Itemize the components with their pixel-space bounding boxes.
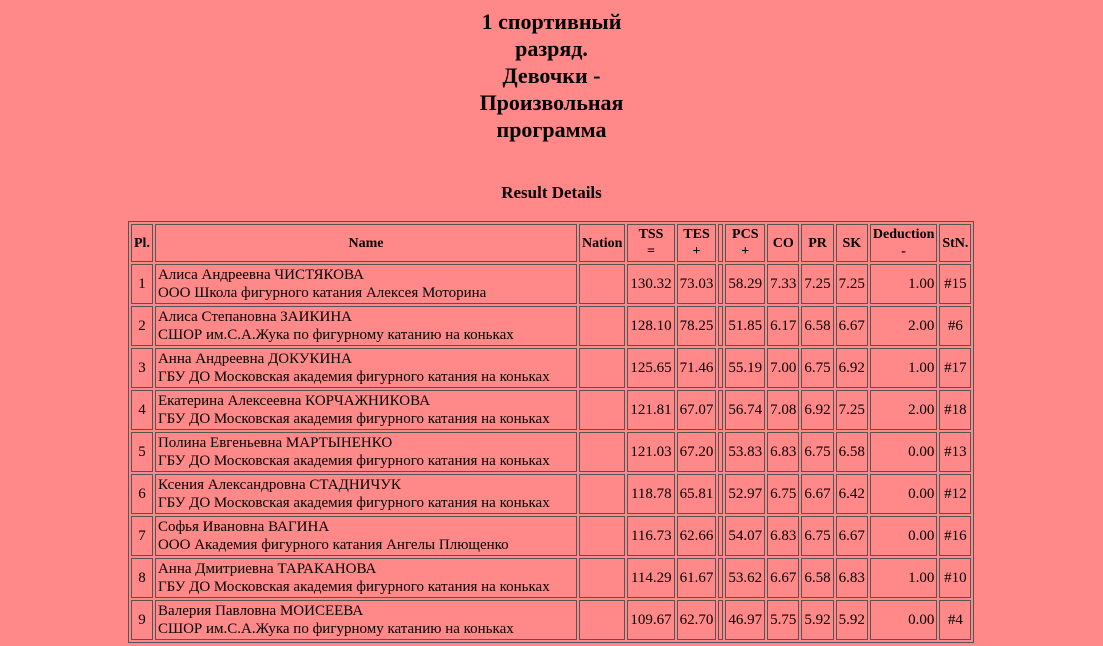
deduction: 2.00 [870, 390, 937, 430]
co: 6.83 [767, 516, 799, 556]
skater-name: Анна Дмитриевна ТАРАКАНОВА [157, 561, 377, 577]
tss: 130.32 [627, 264, 674, 304]
skater [155, 474, 577, 514]
place: 5 [131, 432, 153, 472]
pcs: 51.85 [725, 306, 765, 346]
skater-club: ГБУ ДО Московская академия фигурного катания на коньках [157, 579, 550, 595]
pcs: 54.07 [725, 516, 765, 556]
tss: 109.67 [627, 600, 674, 640]
table-row [131, 306, 971, 346]
col-stn: StN. [939, 224, 971, 262]
table-row [131, 348, 971, 388]
place: 4 [131, 390, 153, 430]
skater-name: Алиса Степановна ЗАИКИНА [157, 309, 352, 325]
title-line: Девочки - [502, 63, 601, 88]
section-subtitle: Result Details [501, 183, 602, 202]
pr: 6.67 [801, 474, 833, 514]
start-number: #4 [939, 600, 971, 640]
empty-cell [718, 600, 723, 640]
nation [579, 516, 625, 556]
tes: 73.03 [677, 264, 717, 304]
nation [579, 306, 625, 346]
deduction: 0.00 [870, 432, 937, 472]
skater [155, 516, 577, 556]
col-tss: TSS = [627, 224, 674, 262]
skater-club: ГБУ ДО Московская академия фигурного катания на коньках [157, 369, 550, 385]
place: 7 [131, 516, 153, 556]
skater-name: Ксения Александровна СТАДНИЧУК [157, 477, 401, 493]
start-number: #16 [939, 516, 971, 556]
col-name: Name [155, 224, 577, 262]
header-row [131, 224, 971, 262]
co: 7.33 [767, 264, 799, 304]
co: 6.75 [767, 474, 799, 514]
table-row [131, 600, 971, 640]
start-number: #6 [939, 306, 971, 346]
col-co: CO [767, 224, 799, 262]
tss: 118.78 [627, 474, 674, 514]
title-line: программа [496, 117, 607, 142]
tss: 114.29 [627, 558, 674, 598]
start-number: #17 [939, 348, 971, 388]
tes: 67.20 [677, 432, 717, 472]
empty-cell [718, 516, 723, 556]
place: 2 [131, 306, 153, 346]
co: 7.08 [767, 390, 799, 430]
place: 8 [131, 558, 153, 598]
pcs: 46.97 [725, 600, 765, 640]
table-row [131, 432, 971, 472]
place: 1 [131, 264, 153, 304]
tss: 121.81 [627, 390, 674, 430]
pcs: 58.29 [725, 264, 765, 304]
start-number: #15 [939, 264, 971, 304]
tes: 65.81 [677, 474, 717, 514]
nation [579, 432, 625, 472]
pr: 6.75 [801, 348, 833, 388]
empty-cell [718, 306, 723, 346]
skater-name: Софья Ивановна ВАГИНА [157, 519, 330, 535]
start-number: #13 [939, 432, 971, 472]
table-row [131, 474, 971, 514]
pr: 6.75 [801, 516, 833, 556]
deduction: 1.00 [870, 558, 937, 598]
nation [579, 264, 625, 304]
co: 6.17 [767, 306, 799, 346]
col-tes: TES + [677, 224, 717, 262]
sk: 6.83 [836, 558, 868, 598]
pr: 6.58 [801, 306, 833, 346]
skater-club: ООО Академия фигурного катания Ангелы Плющенко [157, 537, 509, 553]
sk: 6.92 [836, 348, 868, 388]
skater [155, 432, 577, 472]
tss: 128.10 [627, 306, 674, 346]
skater-club: ГБУ ДО Московская академия фигурного катания на коньках [157, 495, 550, 511]
title-line: 1 спортивный [481, 9, 622, 34]
sk: 5.92 [836, 600, 868, 640]
skater-club: СШОР им.С.А.Жука по фигурному катанию на коньках [157, 327, 514, 343]
empty-cell [718, 558, 723, 598]
table-row [131, 558, 971, 598]
col-deduction: Deduction - [870, 224, 937, 262]
empty-cell [718, 432, 723, 472]
title-line: Произвольная [479, 90, 624, 115]
tes: 62.70 [677, 600, 717, 640]
tss: 116.73 [627, 516, 674, 556]
sk: 7.25 [836, 390, 868, 430]
tss: 125.65 [627, 348, 674, 388]
empty-cell [718, 474, 723, 514]
deduction: 0.00 [870, 600, 937, 640]
nation [579, 474, 625, 514]
pr: 6.75 [801, 432, 833, 472]
table-row [131, 264, 971, 304]
skater-name: Алиса Андреевна ЧИСТЯКОВА [157, 267, 364, 283]
col-pr: PR [801, 224, 833, 262]
skater-club: ГБУ ДО Московская академия фигурного катания на коньках [157, 411, 550, 427]
nation [579, 600, 625, 640]
empty-cell [718, 264, 723, 304]
pr: 7.25 [801, 264, 833, 304]
deduction: 2.00 [870, 306, 937, 346]
empty-cell [718, 348, 723, 388]
skater [155, 558, 577, 598]
deduction: 1.00 [870, 348, 937, 388]
table-row [131, 516, 971, 556]
sk: 7.25 [836, 264, 868, 304]
skater [155, 306, 577, 346]
sk: 6.58 [836, 432, 868, 472]
start-number: #12 [939, 474, 971, 514]
tes: 78.25 [677, 306, 717, 346]
col-pcs: PCS + [725, 224, 765, 262]
skater-name: Валерия Павловна МОИСЕЕВА [157, 603, 364, 619]
skater-name: Полина Евгеньевна МАРТЫНЕНКО [157, 435, 393, 451]
pr: 5.92 [801, 600, 833, 640]
tes: 71.46 [677, 348, 717, 388]
skater-club: ООО Школа фигурного катания Алексея Моторина [157, 285, 487, 301]
col-sk: SK [836, 224, 868, 262]
sk: 6.67 [836, 306, 868, 346]
co: 6.67 [767, 558, 799, 598]
tes: 67.07 [677, 390, 717, 430]
skater-club: СШОР им.С.А.Жука по фигурному катанию на коньках [157, 621, 514, 637]
col-empty [718, 224, 723, 262]
skater-name: Анна Андреевна ДОКУКИНА [157, 351, 352, 367]
nation [579, 558, 625, 598]
skater [155, 264, 577, 304]
skater [155, 390, 577, 430]
sk: 6.67 [836, 516, 868, 556]
co: 5.75 [767, 600, 799, 640]
co: 6.83 [767, 432, 799, 472]
nation [579, 348, 625, 388]
title-line: разряд. [515, 36, 588, 61]
page-title [0, 8, 1103, 143]
skater [155, 600, 577, 640]
tes: 61.67 [677, 558, 717, 598]
sk: 6.42 [836, 474, 868, 514]
skater-name: Екатерина Алексеевна КОРЧАЖНИКОВА [157, 393, 431, 409]
skater-club: ГБУ ДО Московская академия фигурного катания на коньках [157, 453, 550, 469]
results-table [128, 221, 974, 643]
place: 3 [131, 348, 153, 388]
co: 7.00 [767, 348, 799, 388]
nation [579, 390, 625, 430]
col-pl: Pl. [131, 224, 153, 262]
pcs: 55.19 [725, 348, 765, 388]
skater [155, 348, 577, 388]
place: 6 [131, 474, 153, 514]
deduction: 1.00 [870, 264, 937, 304]
empty-cell [718, 390, 723, 430]
pr: 6.58 [801, 558, 833, 598]
pcs: 53.83 [725, 432, 765, 472]
deduction: 0.00 [870, 516, 937, 556]
start-number: #10 [939, 558, 971, 598]
table-row [131, 390, 971, 430]
place: 9 [131, 600, 153, 640]
pcs: 52.97 [725, 474, 765, 514]
start-number: #18 [939, 390, 971, 430]
col-nation: Nation [579, 224, 625, 262]
pcs: 56.74 [725, 390, 765, 430]
deduction: 0.00 [870, 474, 937, 514]
pr: 6.92 [801, 390, 833, 430]
tes: 62.66 [677, 516, 717, 556]
pcs: 53.62 [725, 558, 765, 598]
tss: 121.03 [627, 432, 674, 472]
